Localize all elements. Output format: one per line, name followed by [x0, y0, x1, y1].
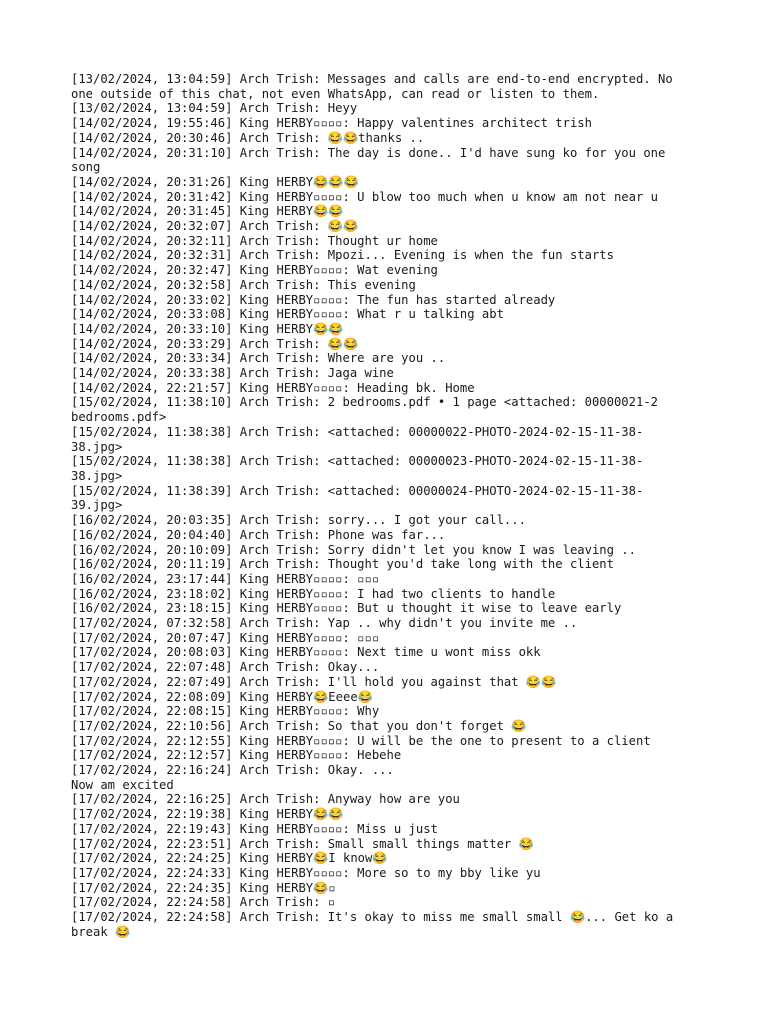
transcript-line: 38.jpg>	[71, 439, 123, 454]
transcript-line: [14/02/2024, 20:32:58] Arch Trish: This evening	[71, 277, 416, 292]
transcript-line: [17/02/2024, 07:32:58] Arch Trish: Yap .. why didn't you invite me ..	[71, 616, 578, 631]
transcript-line: [13/02/2024, 13:04:59] Arch Trish: Messages and calls are end-to-end encrypted. No	[71, 72, 673, 86]
chat-transcript	[71, 72, 708, 939]
transcript-line: [16/02/2024, 23:18:02] King HERBY▫▫▫▫: I had two clients to handle	[71, 586, 556, 601]
transcript-line: [17/02/2024, 22:24:25] King HERBY😂I know😂	[71, 851, 388, 866]
transcript-line: [14/02/2024, 20:32:31] Arch Trish: Mpozi... Evening is when the fun starts	[71, 248, 614, 263]
transcript-line: [17/02/2024, 20:07:47] King HERBY▫▫▫▫: ▫▫▫	[71, 630, 380, 645]
transcript-line: [14/02/2024, 20:32:47] King HERBY▫▫▫▫: Wat evening	[71, 263, 438, 278]
transcript-line: [17/02/2024, 22:08:09] King HERBY😂Eeee😂	[71, 689, 373, 704]
transcript-line: [13/02/2024, 13:04:59] Arch Trish: Heyy	[71, 101, 358, 116]
transcript-line: 39.jpg>	[71, 498, 123, 513]
transcript-line: [15/02/2024, 11:38:10] Arch Trish: 2 bedrooms.pdf • 1 page <attached: 00000021-2	[71, 395, 658, 410]
transcript-line: break 😂	[71, 924, 131, 939]
transcript-line: [14/02/2024, 20:31:26] King HERBY😂😂😂	[71, 174, 359, 189]
transcript-line: [17/02/2024, 22:24:58] Arch Trish: It's okay to miss me small small 😂... Get ko a	[71, 910, 674, 925]
transcript-line: [16/02/2024, 20:03:35] Arch Trish: sorry... I got your call...	[71, 513, 526, 528]
transcript-line: [17/02/2024, 22:16:25] Arch Trish: Anyway how are you	[71, 792, 460, 807]
transcript-line: [17/02/2024, 22:07:49] Arch Trish: I'll hold you against that 😂😂	[71, 674, 557, 689]
transcript-line: [17/02/2024, 22:10:56] Arch Trish: So that you don't forget 😂	[71, 718, 527, 733]
transcript-line: [16/02/2024, 23:18:15] King HERBY▫▫▫▫: But u thought it wise to leave early	[71, 601, 622, 616]
transcript-line: [14/02/2024, 20:33:29] Arch Trish: 😂😂	[71, 336, 359, 351]
transcript-line: [16/02/2024, 20:04:40] Arch Trish: Phone was far...	[71, 527, 446, 542]
transcript-line: [14/02/2024, 20:31:45] King HERBY😂😂	[71, 204, 344, 219]
transcript-line: one outside of this chat, not even WhatsApp, can read or listen to them.	[71, 86, 600, 101]
transcript-line: [14/02/2024, 20:33:02] King HERBY▫▫▫▫: The fun has started already	[71, 292, 556, 307]
transcript-line: [15/02/2024, 11:38:39] Arch Trish: <attached: 00000024-PHOTO-2024-02-15-11-38-	[71, 483, 644, 498]
transcript-line: [14/02/2024, 20:33:10] King HERBY😂😂	[71, 321, 344, 336]
transcript-line: [16/02/2024, 20:10:09] Arch Trish: Sorry didn't let you know I was leaving ..	[71, 542, 636, 557]
transcript-line: [17/02/2024, 22:24:35] King HERBY😂▫	[71, 880, 336, 895]
transcript-line: [14/02/2024, 20:32:11] Arch Trish: Thought ur home	[71, 233, 438, 248]
transcript-line: [14/02/2024, 20:33:34] Arch Trish: Where are you ..	[71, 351, 446, 366]
transcript-line: [17/02/2024, 22:19:43] King HERBY▫▫▫▫: Miss u just	[71, 821, 438, 836]
transcript-line: [17/02/2024, 22:19:38] King HERBY😂😂	[71, 807, 344, 822]
transcript-line: [17/02/2024, 22:23:51] Arch Trish: Small small things matter 😂	[71, 836, 534, 851]
transcript-line: [14/02/2024, 22:21:57] King HERBY▫▫▫▫: Heading bk. Home	[71, 380, 475, 395]
transcript-line: [17/02/2024, 22:16:24] Arch Trish: Okay. ...	[71, 763, 394, 778]
transcript-line: Now am excited	[71, 777, 174, 792]
transcript-line: [17/02/2024, 22:24:33] King HERBY▫▫▫▫: More so to my bby like yu	[71, 865, 541, 880]
transcript-line: [15/02/2024, 11:38:38] Arch Trish: <attached: 00000023-PHOTO-2024-02-15-11-38-	[71, 454, 644, 469]
transcript-line: [16/02/2024, 20:11:19] Arch Trish: Thought you'd take long with the client	[71, 557, 614, 572]
transcript-line: song	[71, 160, 101, 175]
transcript-line: [17/02/2024, 22:07:48] Arch Trish: Okay...	[71, 660, 380, 675]
transcript-line: [17/02/2024, 22:08:15] King HERBY▫▫▫▫: Why	[71, 704, 380, 719]
transcript-line: [14/02/2024, 20:31:10] Arch Trish: The day is done.. I'd have sung ko for you one	[71, 145, 666, 160]
transcript-line: [14/02/2024, 19:55:46] King HERBY▫▫▫▫: Happy valentines architect trish	[71, 116, 592, 131]
transcript-line: [14/02/2024, 20:32:07] Arch Trish: 😂😂	[71, 219, 359, 234]
transcript-line: [17/02/2024, 22:12:57] King HERBY▫▫▫▫: Hebehe	[71, 748, 402, 763]
transcript-line: [17/02/2024, 22:12:55] King HERBY▫▫▫▫: U will be the one to present to a client	[71, 733, 651, 748]
transcript-line: [14/02/2024, 20:33:38] Arch Trish: Jaga wine	[71, 366, 394, 381]
transcript-line: [17/02/2024, 22:24:58] Arch Trish: ▫	[71, 895, 336, 910]
transcript-line: [16/02/2024, 23:17:44] King HERBY▫▫▫▫: ▫▫▫	[71, 571, 380, 586]
transcript-line: [14/02/2024, 20:31:42] King HERBY▫▫▫▫: U blow too much when u know am not near u	[71, 189, 658, 204]
transcript-line: [15/02/2024, 11:38:38] Arch Trish: <attached: 00000022-PHOTO-2024-02-15-11-38-	[71, 424, 644, 439]
transcript-line: [14/02/2024, 20:30:46] Arch Trish: 😂😂thanks ..	[71, 130, 425, 145]
transcript-line: [17/02/2024, 20:08:03] King HERBY▫▫▫▫: Next time u wont miss okk	[71, 645, 541, 660]
transcript-line: 38.jpg>	[71, 468, 123, 483]
transcript-line: bedrooms.pdf>	[71, 410, 167, 425]
transcript-line: [14/02/2024, 20:33:08] King HERBY▫▫▫▫: What r u talking abt	[71, 307, 504, 322]
